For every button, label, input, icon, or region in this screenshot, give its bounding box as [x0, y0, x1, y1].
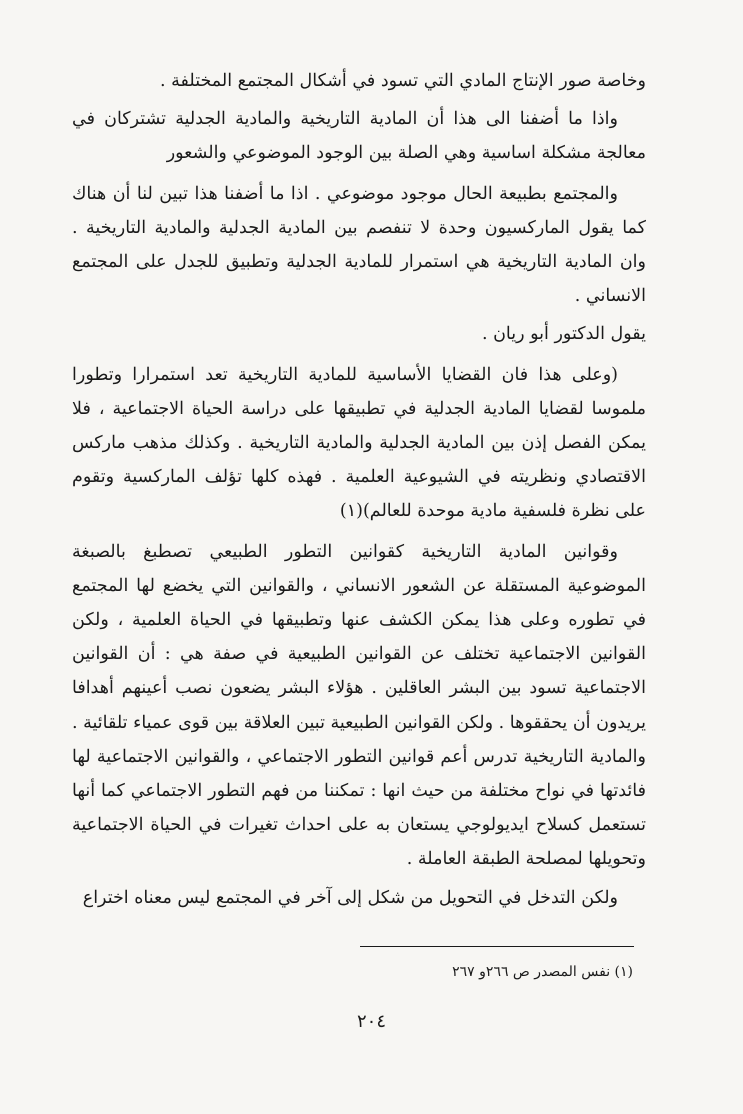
- body-text: [72, 64, 646, 919]
- page-number: ٢٠٤: [356, 1011, 386, 1032]
- paragraph-7: ولكن التدخل في التحويل من شكل إلى آخر في المجتمع ليس معناه اختراع: [82, 887, 618, 908]
- footnote: (١) نفس المصدر ص ٢٦٦و ٢٦٧: [452, 964, 633, 980]
- paragraph-3: والمجتمع بطبيعة الحال موجود موضوعي . اذا ما أضفنا هذا تبين لنا أن هناك كما يقول الماركسيون وحدة لا تنفصم بين المادية الجدلية والمادية التاريخية . وان المادية التاريخية هي استمرار للمادية الجدلية وتطبيق للجدل على المجتمع الانساني .: [72, 183, 646, 307]
- paragraph-2: واذا ما أضفنا الى هذا أن المادية التاريخية والمادية الجدلية تشتركان في معالجة مشكلة اساسية وهي الصلة بين الوجود الموضوعي والشعور: [72, 109, 646, 164]
- quote-paragraph: (وعلى هذا فان القضايا الأساسية للمادية التاريخية تعد استمرارا وتطورا ملموسا لقضايا المادية الجدلية في تطبيقها على دراسة الحياة الاجتماعية ، فلا يمكن الفصل إذن بين المادية الجدلية والمادية التاريخية . وكذلك مذهب ماركس الاقتصادي ونظريته في الشيوعية العلمية . فهذه كلها تؤلف الماركسية وتقوم على نظرة فلسفية مادية موحدة للعالم)(١): [72, 364, 646, 522]
- paragraph-1: وخاصة صور الإنتاج المادي التي تسود في أشكال المجتمع المختلفة .: [160, 71, 646, 91]
- paragraph-4: يقول الدكتور أبو ريان .: [481, 324, 646, 345]
- paragraph-6: وقوانين المادية التاريخية كقوانين التطور الطبيعي تصطبغ بالصبغة الموضوعية المستقلة عن الشعور الانساني ، والقوانين التي يخضع لها المجتمع في تطوره وعلى هذا يمكن الكشف عنها وتطبيقها في الحياة العلمية ، ولكن القوانين الاجتماعية تختلف عن القوانين الطبيعية في صفة هي : أن القوانين الاجتماعية تسود بين البشر العاقلين . هؤلاء البشر يضعون نصب أعينهم أهدافا يريدون أن يحققوها . ولكن القوانين الطبيعية تبين العلاقة بين قوى عمياء تلقائية . والمادية التاريخية تدرس أعم قوانين التطور الاجتماعي ، والقوانين الاجتماعية لها فائدتها في نواح مختلفة من حيث انها : تمكننا من فهم التطور الاجتماعي كما أنها تستعمل كسلاح ايديولوجي يستعان به على احداث تغيرات في الحياة الاجتماعية وتحويلها لمصلحة الطبقة العاملة .: [72, 541, 646, 870]
- footnote-divider: [360, 946, 634, 947]
